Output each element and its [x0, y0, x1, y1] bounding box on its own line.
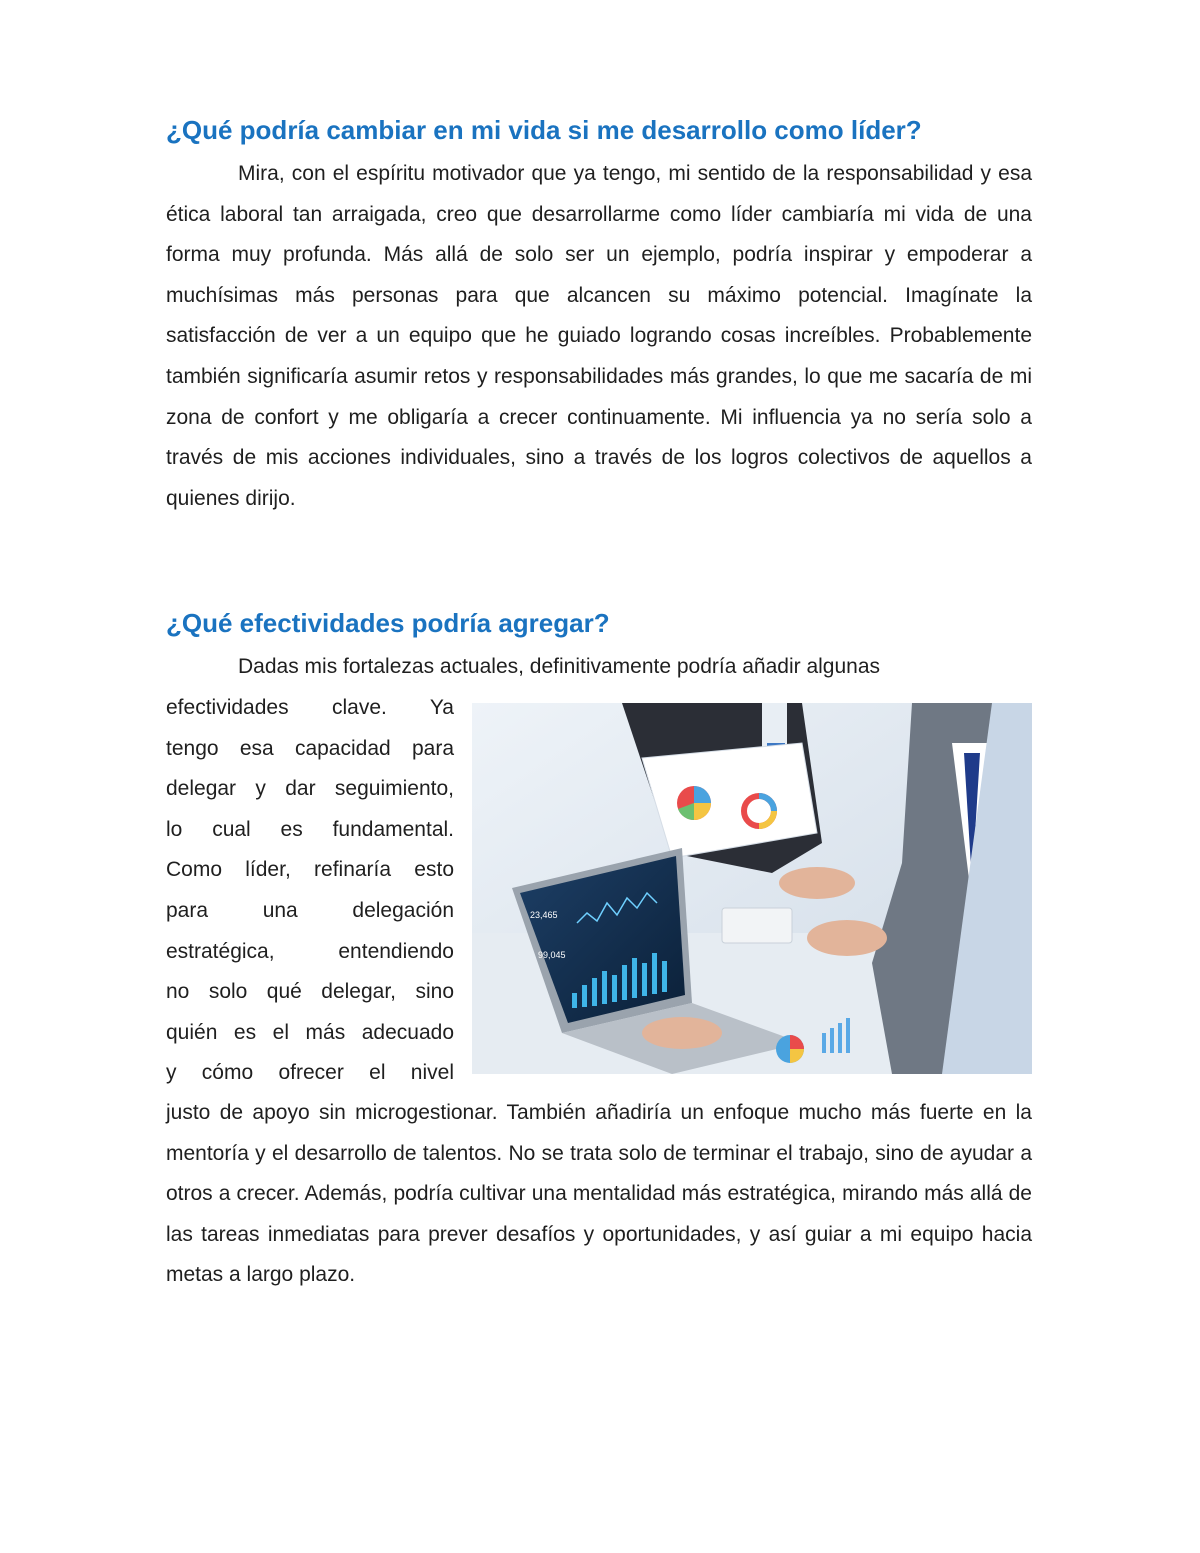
section-2-heading: ¿Qué efectividades podría agregar?: [166, 608, 610, 638]
wrap-line: tengo esa capacidad para: [166, 736, 454, 760]
photo-illustration: [472, 703, 1032, 1074]
section-1-heading: ¿Qué podría cambiar en mi vida si me desarrollo como líder?: [166, 115, 922, 145]
section-1-paragraph: Mira, con el espíritu motivador que ya tengo, mi sentido de la responsabilidad y esa ética laboral tan arraigada, creo que desarrollarme como líder cambiaría mi vida de una forma muy profunda. Más allá de solo ser un ejemplo, podría inspirar y empoderar a muchísimas más personas para que alcancen su máximo potencial. Imagínate la satisfacción de ver a un equipo que he guiado logrando cosas increíbles. Probablemente también significaría asumir retos y responsabilidades más grandes, lo que me sacaría de mi zona de confort y me obligaría a crecer continuamente. Mi influencia ya no sería solo a través de mis acciones individuales, sino a través de los logros colectivos de aquellos a quienes dirijo.: [166, 162, 1032, 510]
wrap-line: quién es el más adecuado: [166, 1020, 454, 1044]
section-2-paragraph-intro: Dadas mis fortalezas actuales, definitivamente podría añadir algunas: [238, 655, 881, 678]
wrap-line: no solo qué delegar, sino: [166, 980, 454, 1004]
wrap-line: lo cual es fundamental.: [166, 817, 454, 841]
wrap-line: estratégica, entendiendo: [166, 939, 454, 963]
wrap-line: delegar y dar seguimiento,: [166, 777, 454, 801]
wrap-line: efectividades clave. Ya: [166, 696, 454, 719]
wrap-line: y cómo ofrecer el nivel: [166, 1061, 454, 1085]
laptop-stat-2: 99,045: [538, 950, 566, 960]
wrap-line: para una delegación: [166, 898, 454, 922]
business-meeting-photo: [472, 703, 1032, 1074]
wrap-line: Como líder, refinaría esto: [166, 858, 454, 882]
section-2-wrapped-text: [166, 688, 454, 1094]
laptop-stat-1: 23,465: [530, 910, 558, 920]
section-2-paragraph-rest: justo de apoyo sin microgestionar. También añadiría un enfoque mucho más fuerte en la mentoría y el desarrollo de talentos. No se trata solo de terminar el trabajo, sino de ayudar a otros a crecer. Además, podría cultivar una mentalidad más estratégica, mirando más allá de las tareas inmediatas para prever desafíos y oportunidades, y así guiar a mi equipo hacia metas a largo plazo.: [166, 1101, 1032, 1287]
